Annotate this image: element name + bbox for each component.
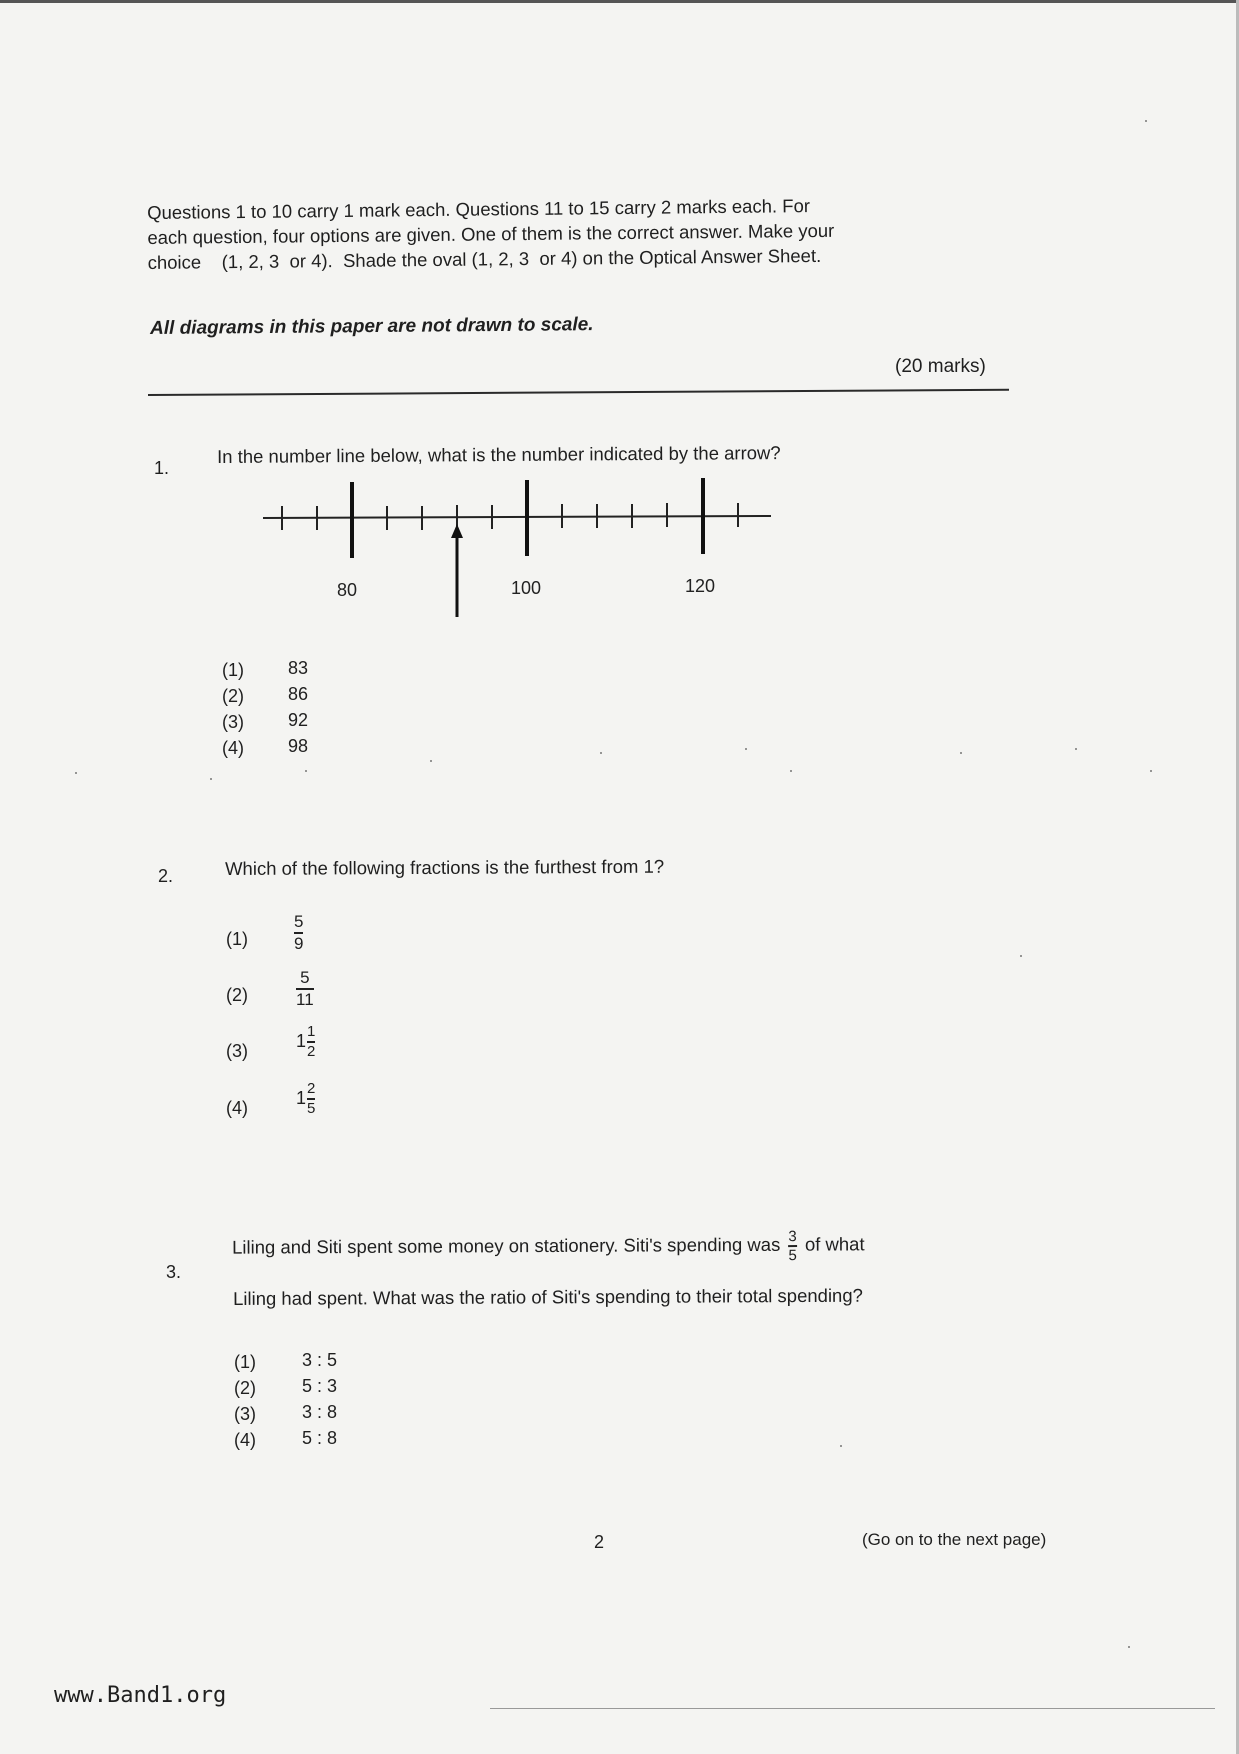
- option-label: (4): [234, 1430, 256, 1450]
- fraction-denominator: 11: [296, 989, 314, 1009]
- bottom-scan-line: [490, 1708, 1215, 1709]
- inline-fraction: [788, 1229, 797, 1263]
- option-fraction: [307, 1024, 315, 1060]
- mixed-whole: 1: [296, 1088, 307, 1109]
- section-marks: (20 marks): [895, 356, 986, 377]
- option-label: (2): [226, 985, 248, 1005]
- question-text: In the number line below, what is the number indicated by the arrow?: [217, 442, 781, 467]
- fraction-numerator: 3: [788, 1228, 797, 1246]
- instructions-line: choice (1, 2, 3 or 4). Shade the oval (1, 2, 3 or 4) on the Optical Answer Sheet.: [147, 244, 822, 273]
- number-line-label: 120: [685, 576, 716, 596]
- number-line-axis: [263, 516, 771, 518]
- option-label: (3): [222, 712, 244, 732]
- mixed-whole: 1: [296, 1031, 307, 1052]
- fraction-numerator: 1: [307, 1023, 316, 1040]
- question-text: Liling had spent. What was the ratio of Siti's spending to their total spending?: [233, 1284, 863, 1309]
- question-text-part: of what: [804, 1233, 865, 1255]
- section-divider: [148, 389, 1009, 396]
- question-text: Which of the following fractions is the furthest from 1?: [225, 855, 665, 879]
- instructions-line: each question, four options are given. One of them is the correct answer. Make your: [147, 219, 835, 248]
- option-fraction: [307, 1081, 315, 1117]
- indicator-arrow-head: [451, 524, 463, 538]
- option-value: 5 : 3: [302, 1376, 338, 1396]
- question-text: [232, 1229, 865, 1266]
- option-value: 5 : 8: [302, 1428, 338, 1448]
- option-value: 98: [288, 736, 309, 756]
- instructions-line: Questions 1 to 10 carry 1 mark each. Questions 11 to 15 carry 2 marks each. For: [147, 195, 811, 223]
- option-mixed-number: [296, 1024, 315, 1060]
- fraction-denominator: 5: [307, 1099, 316, 1117]
- question-number: 3.: [166, 1262, 182, 1282]
- option-label: (3): [234, 1404, 256, 1424]
- page-number: 2: [594, 1532, 605, 1552]
- option-label: (2): [222, 686, 244, 706]
- option-value: 83: [288, 658, 309, 678]
- number-line-label: 80: [337, 580, 358, 600]
- option-fraction: [296, 969, 314, 1009]
- option-label: (2): [234, 1378, 256, 1398]
- fraction-denominator: 9: [294, 933, 304, 953]
- option-value: 3 : 8: [302, 1402, 338, 1422]
- question-number: 1.: [154, 458, 170, 478]
- option-label: (4): [222, 738, 244, 758]
- option-label: (1): [222, 660, 244, 680]
- website-watermark: www.Band1.org: [54, 1683, 227, 1708]
- option-label: (1): [234, 1352, 256, 1372]
- question-number: 2.: [158, 866, 174, 886]
- instructions-block: [147, 191, 1008, 275]
- option-mixed-number: [296, 1081, 315, 1117]
- option-fraction: [294, 913, 303, 953]
- fraction-numerator: 5: [300, 968, 310, 987]
- fraction-denominator: 5: [788, 1246, 797, 1264]
- option-value: 92: [288, 710, 309, 730]
- number-line-label: 100: [511, 578, 542, 598]
- number-line-diagram: [255, 472, 775, 622]
- fraction-denominator: 2: [307, 1042, 316, 1060]
- question-text-part: Liling and Siti spent some money on stationery. Siti's spending was: [232, 1233, 781, 1258]
- next-page-note: (Go on to the next page): [862, 1530, 1047, 1549]
- option-label: (4): [226, 1098, 248, 1118]
- page-top-edge: [0, 0, 1239, 3]
- option-value: 86: [288, 684, 309, 704]
- fraction-numerator: 5: [294, 912, 304, 931]
- option-label: (1): [226, 929, 248, 949]
- option-label: (3): [226, 1041, 248, 1061]
- option-value: 3 : 5: [302, 1350, 338, 1370]
- diagrams-note: All diagrams in this paper are not drawn to scale.: [150, 314, 594, 339]
- fraction-numerator: 2: [307, 1080, 316, 1097]
